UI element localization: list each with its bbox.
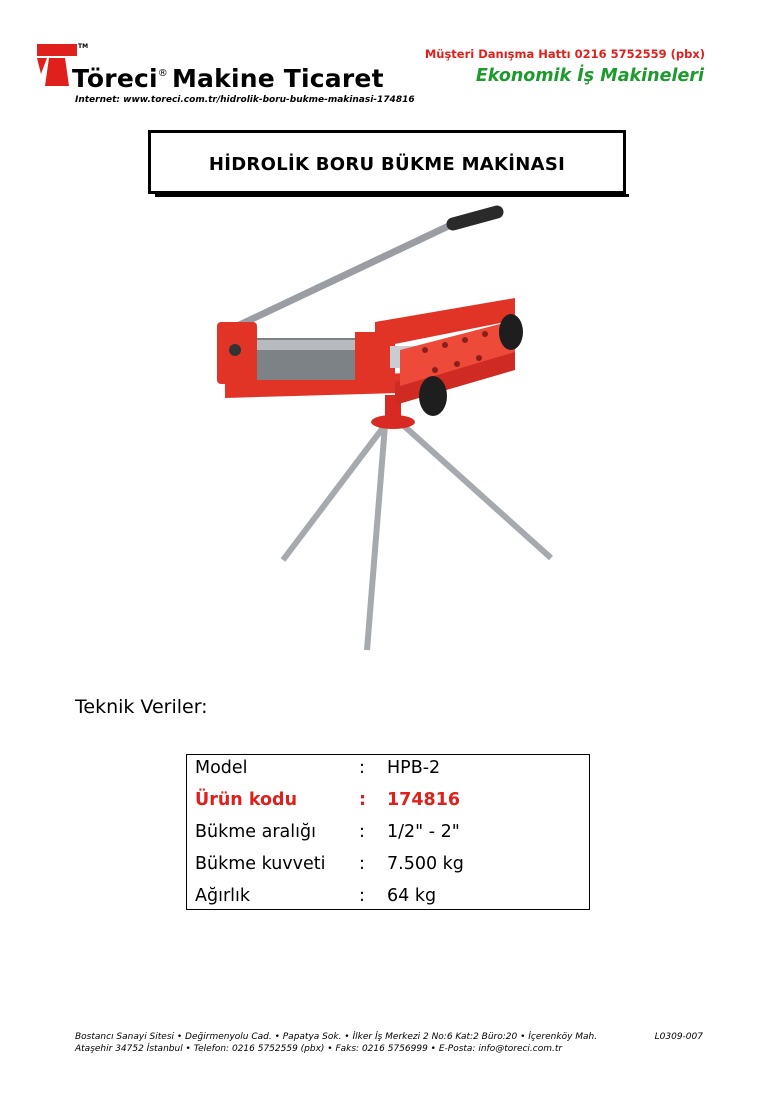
- internet-url[interactable]: Internet: www.toreci.com.tr/hidrolik-boru-bukme-makinasi-174816: [75, 95, 415, 105]
- company-slogan: Ekonomik İş Makineleri: [475, 66, 704, 86]
- spec-value: 174816: [387, 790, 461, 810]
- trademark-mark: TM: [78, 43, 89, 50]
- footer-address-line2: Ataşehir 34752 İstanbul • Telefon: 0216 5752559 (pbx) • Faks: 0216 5756999 • E-Posta: info@toreci.com.tr: [75, 1044, 563, 1054]
- pipe-bender-image: [195, 200, 575, 660]
- company-name-main: Töreci: [72, 64, 158, 93]
- spec-key: Ağırlık: [195, 886, 250, 906]
- document-code: L0309-007: [654, 1032, 703, 1042]
- spec-key: Bükme kuvveti: [195, 854, 326, 874]
- spec-colon: :: [359, 854, 365, 874]
- customer-hotline: Müşteri Danışma Hattı 0216 5752559 (pbx): [424, 47, 705, 61]
- spec-colon: :: [359, 822, 365, 842]
- tech-data-label: Teknik Veriler:: [75, 696, 208, 718]
- spec-colon: :: [359, 886, 365, 906]
- spec-key: Model: [195, 758, 248, 778]
- spec-key: Ürün kodu: [195, 790, 298, 810]
- spec-value: 7.500 kg: [387, 854, 464, 874]
- page-title: HİDROLİK BORU BÜKME MAKİNASI: [208, 154, 566, 175]
- footer-address-line1: Bostancı Sanayi Sitesi • Değirmenyolu Cad. • Papatya Sok. • İlker İş Merkezi 2 No:6 Kat:2 Büro:20 • İçerenköy Mah.: [75, 1032, 598, 1042]
- title-box: [148, 130, 626, 194]
- spec-colon: :: [359, 758, 365, 778]
- spec-colon: :: [359, 790, 366, 810]
- spec-table: [186, 754, 590, 910]
- company-name-suffix: Makine Ticaret: [171, 64, 384, 93]
- spec-value: 64 kg: [387, 886, 437, 906]
- spec-value: HPB-2: [387, 758, 441, 778]
- spec-key: Bükme aralığı: [195, 822, 316, 842]
- company-name: [72, 64, 384, 93]
- registered-mark: ®: [157, 68, 168, 79]
- spec-value: 1/2" - 2": [387, 822, 460, 842]
